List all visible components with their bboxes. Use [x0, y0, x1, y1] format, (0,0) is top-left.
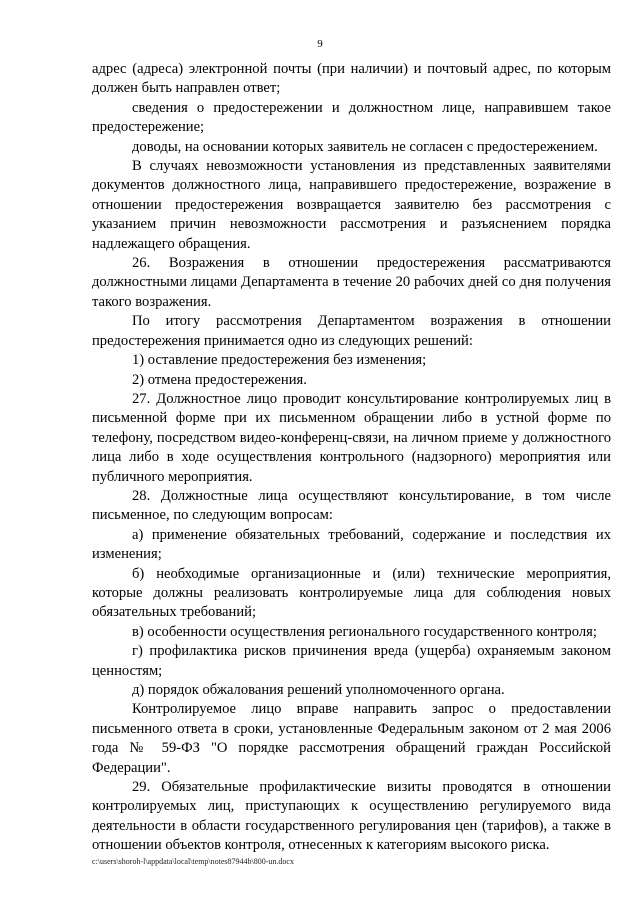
paragraph: в) особенности осуществления регионального государственного контроля; — [132, 623, 597, 640]
paragraph: 2) отмена предостережения. — [132, 371, 307, 388]
paragraph: адрес (адреса) электронной почты (при наличии) и почтовый адрес, по которым должен быть направлен ответ; — [92, 61, 611, 97]
document-body — [92, 60, 611, 856]
paragraph: 1) оставление предостережения без изменения; — [132, 352, 427, 369]
paragraph: д) порядок обжалования решений уполномоченного органа. — [132, 682, 505, 698]
paragraph: сведения о предостережении и должностном лице, направившем такое предостережение; — [92, 99, 611, 136]
paragraph: Контролируемое лицо вправе направить запрос о предоставлении письменного ответа в сроки, установленные Федеральным законом от 2 мая 2006 года № 59-ФЗ "О порядке рассмотрения обращений граждан Российской Федерации". — [92, 701, 611, 776]
paragraph: В случаях невозможности установления из представленных заявителями документов должностного лица, направившего предостережение, возражение в отношении предостережения возвращается заявителю без рассмотрения с указанием причин невозможности рассмотрения и разъяснением порядка надлежащего обращения. — [92, 158, 611, 252]
paragraph: 28. Должностные лица осуществляют консультирование, в том числе письменное, по следующим вопросам: — [92, 487, 611, 524]
paragraph: а) применение обязательных требований, содержание и последствия их изменения; — [92, 526, 611, 563]
paragraph: 26. Возражения в отношении предостережения рассматриваются должностными лицами Департамента в течение 20 рабочих дней со дня получения такого возражения. — [92, 255, 611, 310]
paragraph: доводы, на основании которых заявитель не согласен с предостережением. — [132, 138, 598, 155]
paragraph: 27. Должностное лицо проводит консультирование контролируемых лиц в письменной форме при их письменном обращении либо в устной форме по телефону, посредством видео-конференц-связи, на личном приеме у должностного лица либо в ходе осуществления контрольного (надзорного) мероприятия или публичного мероприятия. — [92, 390, 611, 485]
page-number: 9 — [317, 38, 323, 50]
paragraph: г) профилактика рисков причинения вреда (ущерба) охраняемым законом ценностям; — [92, 643, 611, 679]
paragraph: По итогу рассмотрения Департаментом возражения в отношении предостережения принимается одно из следующих решений: — [92, 313, 611, 349]
footer-file-path: c:\users\shoroh-l\appdata\local\temp\notes87944b\800-un.docx — [92, 857, 294, 866]
paragraph: б) необходимые организационные и (или) технические мероприятия, которые должны реализовать контролируемые лица для соблюдения новых обязательных требований; — [92, 565, 611, 621]
paragraph: 29. Обязательные профилактические визиты проводятся в отношении контролируемых лиц, приступающих к осуществлению регулируемого вида деятельности в области государственного регулирования цен (тарифов), а также в отношении объектов контроля, отнесенных к категориям высокого риска. — [92, 779, 611, 854]
